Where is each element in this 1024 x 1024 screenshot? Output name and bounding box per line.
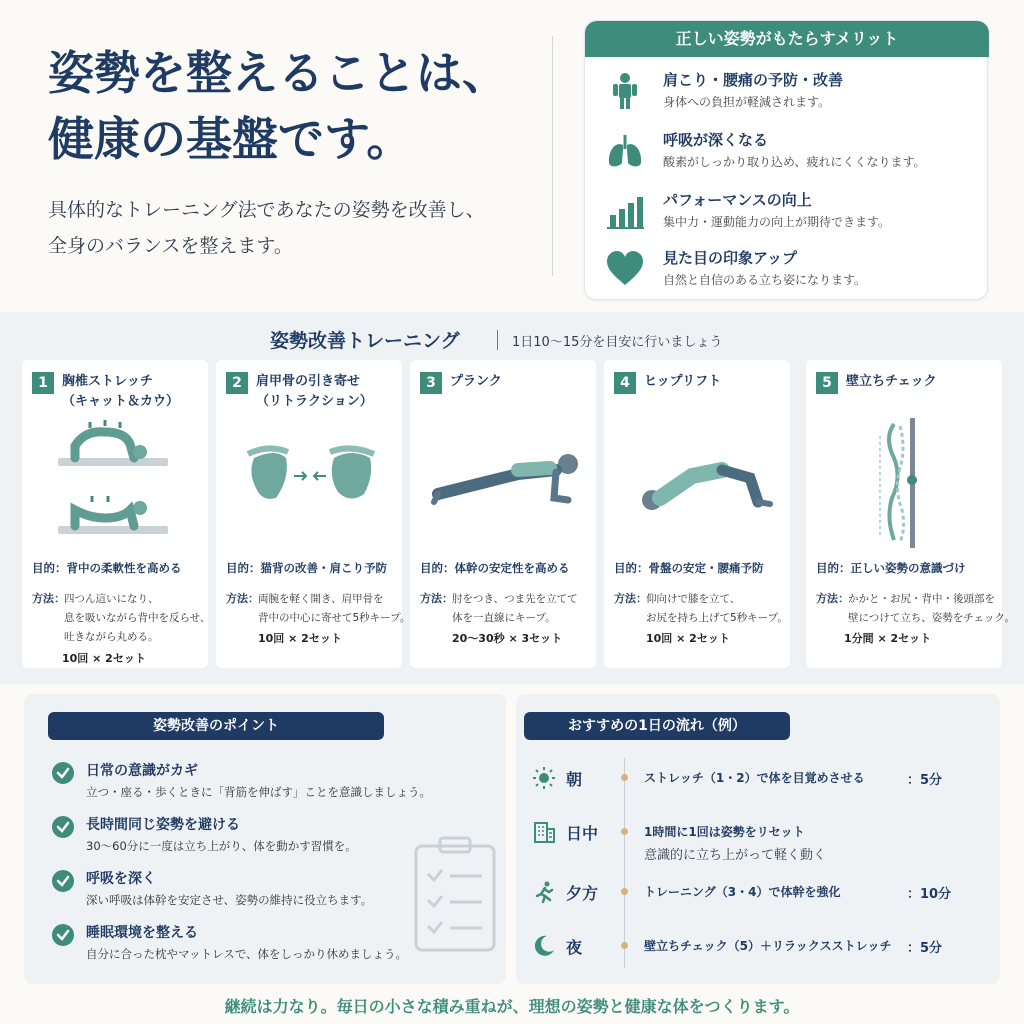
card-title (256, 372, 373, 412)
point-head: 長時間同じ姿勢を避ける (86, 817, 240, 833)
merit-item (605, 189, 975, 241)
day-activity: ストレッチ（1・2）で体を目覚めさせる (644, 771, 865, 785)
moon-icon (532, 934, 556, 958)
footer-message: 継続は力なり。毎日の小さな積み重ねが、理想の姿勢と健康な体をつくります。 (224, 997, 800, 1016)
card-title-line-2: （リトラクション） (256, 394, 373, 409)
merit-head: 呼吸が深くなる (663, 131, 769, 149)
clipboard-icon (412, 834, 498, 954)
merits-title: 正しい姿勢がもたらすメリット (585, 21, 989, 57)
card-title (846, 372, 937, 392)
merit-text: 集中力・運動能力の向上が期待できます。 (663, 215, 891, 229)
timeline-dot (621, 888, 628, 895)
card-method-label: 方法： (816, 592, 849, 605)
training-section (0, 312, 1024, 684)
card-title (62, 372, 179, 412)
card-purpose: 目的：正しい姿勢の意識づけ (816, 561, 966, 575)
cat-cow-illustration (30, 418, 200, 548)
card-number: 2 (226, 372, 248, 394)
card-method (848, 590, 1015, 628)
point-text: 深い呼吸は体幹を安定させ、姿勢の維持に役立ちます。 (86, 893, 373, 907)
check-circle-icon (52, 924, 74, 946)
card-method (64, 590, 210, 647)
card-method-line: 壁につけて立ち、姿勢をチェック。 (848, 612, 1016, 624)
card-title-line-1: プランク (450, 374, 502, 389)
card-method-line: お尻を持ち上げて5秒キープ。 (646, 612, 788, 624)
building-icon (532, 820, 556, 844)
card-reps: 1分間 × 2セット (844, 632, 932, 645)
posture-points-panel (24, 694, 506, 984)
point-head: 睡眠環境を整える (86, 925, 198, 941)
training-card (22, 360, 211, 668)
day-activity: トレーニング（3・4）で体幹を強化 (644, 885, 841, 899)
merit-head: パフォーマンスの向上 (663, 191, 812, 209)
day-activity-detail: 意識的に立ち上がって軽く動く (644, 848, 827, 863)
timeline-dot (621, 828, 628, 835)
wall-check-illustration (814, 418, 984, 548)
card-method (646, 590, 788, 628)
day-activity: 1時間に1回は姿勢をリセット (644, 825, 805, 839)
card-method-line: 両腕を軽く開き、肩甲骨を (258, 593, 384, 605)
merit-item (605, 247, 975, 299)
card-title-line-1: 胸椎ストレッチ (62, 374, 153, 389)
card-title-line-2: （キャット＆カウ） (62, 394, 180, 409)
card-reps: 10回 × 2セット (646, 632, 730, 645)
headline-line-1: 姿勢を整えることは、 (48, 46, 508, 100)
training-title: 姿勢改善トレーニング (270, 330, 460, 352)
card-number: 1 (32, 372, 54, 394)
training-card (806, 360, 1016, 668)
day-flow-title: おすすめの1日の流れ（例） (524, 712, 790, 740)
card-reps: 10回 × 2セット (62, 652, 146, 665)
page-headline (48, 40, 508, 172)
card-method-line: 仰向けで膝を立て、 (646, 593, 741, 605)
card-method-line: かかと・お尻・背中・後頭部を (848, 593, 995, 605)
training-card (604, 360, 790, 668)
merit-item (605, 129, 975, 181)
check-circle-icon (52, 870, 74, 892)
shoulder-blade-illustration (224, 418, 394, 548)
day-activity: 壁立ちチェック（5）＋リラックスストレッチ (644, 939, 892, 953)
card-method (452, 590, 578, 628)
headline-line-2: 健康の基盤です。 (48, 112, 413, 166)
point-text: 立つ・座る・歩くときに「背筋を伸ばす」ことを意識しましょう。 (86, 785, 431, 799)
training-card (216, 360, 411, 668)
check-circle-icon (52, 816, 74, 838)
card-method (258, 590, 410, 628)
training-title-separator (497, 330, 498, 350)
day-label: 夜 (566, 938, 583, 957)
check-circle-icon (52, 762, 74, 784)
card-method-line: 肘をつき、つま先を立てて (452, 593, 578, 605)
day-duration: ：5分 (907, 941, 943, 956)
point-head: 呼吸を深く (86, 871, 156, 887)
person-icon (605, 71, 645, 111)
merit-text: 自然と自信のある立ち姿になります。 (663, 273, 867, 287)
day-label: 朝 (566, 770, 583, 789)
card-number: 4 (614, 372, 636, 394)
card-number: 3 (420, 372, 442, 394)
timeline-dot (621, 774, 628, 781)
card-method-label: 方法： (614, 592, 647, 605)
card-method-line: 四つん這いになり、 (64, 593, 159, 605)
day-duration: ：10分 (907, 887, 952, 902)
card-method-line: 吐きながら丸める。 (64, 631, 159, 643)
point-text: 30〜60分に一度は立ち上がり、体を動かす習慣を。 (86, 839, 357, 853)
card-purpose: 目的：猫背の改善・肩こり予防 (226, 561, 387, 575)
merit-item (605, 69, 975, 121)
bar-chart-icon (605, 191, 645, 231)
merit-head: 肩こり・腰痛の予防・改善 (663, 71, 844, 89)
card-title-line-1: 肩甲骨の引き寄せ (256, 374, 361, 389)
card-method-line: 息を吸いながら背中を反らせ、 (64, 612, 211, 624)
training-card (410, 360, 596, 668)
card-title-line-1: ヒップリフト (644, 374, 722, 389)
hero-section (0, 0, 1024, 312)
sun-icon (532, 766, 556, 790)
timeline-dot (621, 942, 628, 949)
lead-line-2: 全身のバランスを整えます。 (48, 235, 293, 257)
heart-icon (605, 249, 645, 289)
card-reps: 20〜30秒 × 3セット (452, 632, 563, 645)
day-label: 日中 (566, 824, 599, 843)
lead-text (48, 192, 485, 264)
merit-text: 酸素がしっかり取り込め、疲れにくくなります。 (663, 155, 926, 169)
daily-flow-panel (516, 694, 1000, 984)
card-title (450, 372, 502, 392)
card-purpose: 目的：体幹の安定性を高める (420, 561, 570, 575)
point-text: 自分に合った枕やマットレスで、体をしっかり休めましょう。 (86, 947, 407, 961)
timeline-line (624, 758, 625, 968)
point-item (52, 760, 492, 806)
card-method-label: 方法： (32, 592, 65, 605)
lungs-icon (605, 131, 645, 171)
runner-icon (532, 880, 556, 904)
card-number: 5 (816, 372, 838, 394)
merit-head: 見た目の印象アップ (663, 249, 797, 267)
merit-text: 身体への負担が軽減されます。 (663, 95, 831, 109)
hero-divider (552, 36, 553, 276)
card-method-line: 背中の中心に寄せて5秒キープ。 (258, 612, 411, 624)
point-head: 日常の意識がカギ (86, 763, 198, 779)
card-method-label: 方法： (226, 592, 259, 605)
card-title (644, 372, 721, 392)
merits-box (584, 20, 988, 300)
card-method-label: 方法： (420, 592, 453, 605)
day-duration: ：5分 (907, 773, 943, 788)
points-title: 姿勢改善のポイント (48, 712, 384, 740)
card-purpose: 目的：骨盤の安定・腰痛予防 (614, 561, 764, 575)
card-title-line-1: 壁立ちチェック (846, 374, 937, 389)
training-subtitle: 1日10〜15分を目安に行いましょう (512, 335, 723, 350)
lead-line-1: 具体的なトレーニング法であなたの姿勢を改善し、 (48, 199, 485, 221)
card-purpose: 目的：背中の柔軟性を高める (32, 561, 182, 575)
card-method-line: 体を一直線にキープ。 (452, 612, 556, 624)
day-label: 夕方 (566, 884, 599, 903)
plank-illustration (418, 418, 588, 548)
card-reps: 10回 × 2セット (258, 632, 342, 645)
hip-lift-illustration (612, 418, 782, 548)
